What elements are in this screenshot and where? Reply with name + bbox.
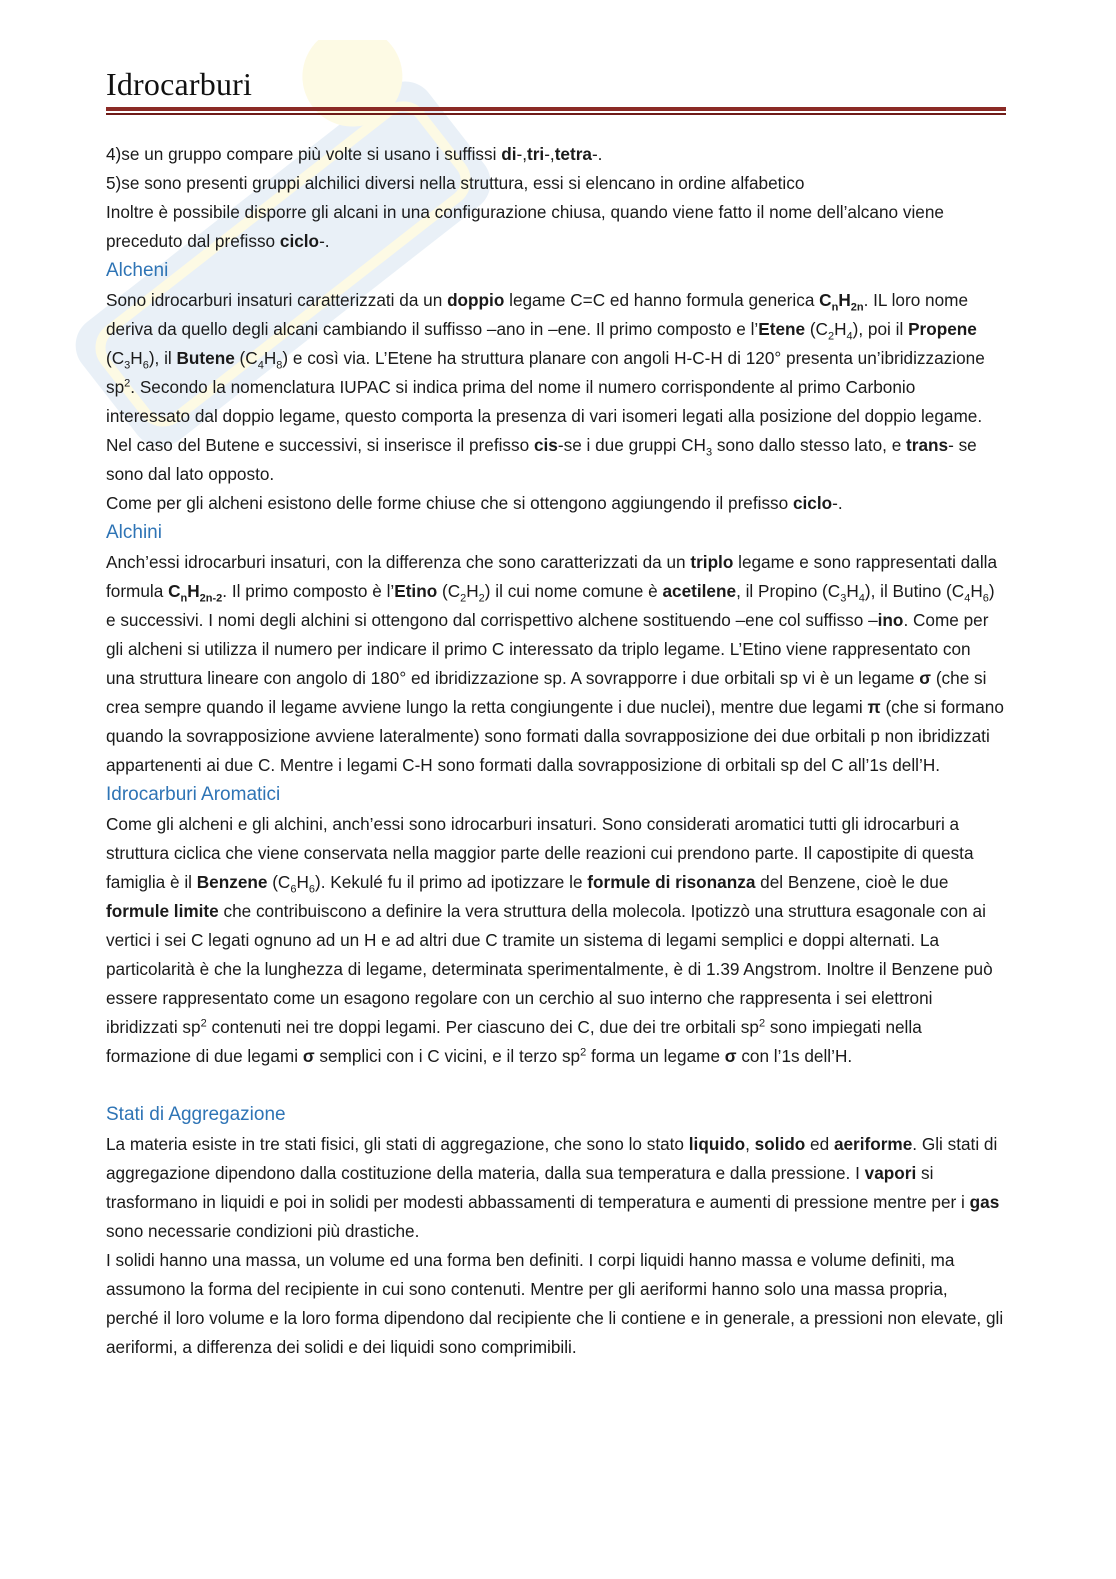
section-heading: Alcheni bbox=[106, 260, 169, 281]
paragraph: Sono idrocarburi insaturi caratterizzati da un doppio legame C=C ed hanno formula generica $C_nH_{2n}$. IL loro nome deriva da quello degli alcani cambiando il suffisso –ano in –ene. Il primo composto e l’Etene $(C_2H_4)$, poi il Propene $(C_3H_6)$, il Butene $(C_4H_8)$ e così via. L’Etene ha struttura planare con angoli H-C-H di 120° presenta un’ibridizzazione $sp^2$. Secondo la nomenclatura IUPAC si indica prima del nome il numero corrispondente al primo Carbonio interessato dal doppio legame, questo comporta la presenza di vari isomeri legati alla posizione del doppio legame. Nel caso del Butene e successivi, si inserisce il prefisso cis-se i due gruppi $CH_3$ sono dallo stesso lato, e trans- se sono dal lato opposto. bbox=[106, 290, 985, 484]
header-rule-thin bbox=[106, 113, 1006, 115]
paragraph: 4)se un gruppo compare più volte si usano i suffissi di-,tri-,tetra-. bbox=[106, 144, 603, 164]
page-title: Idrocarburi bbox=[106, 66, 253, 102]
section-heading: Stati di Aggregazione bbox=[106, 1104, 286, 1125]
paragraph: 5)se sono presenti gruppi alchilici diversi nella struttura, essi si elencano in ordine alfabetico bbox=[106, 173, 805, 193]
document-body bbox=[106, 140, 1004, 1362]
section-heading: Idrocarburi Aromatici bbox=[106, 784, 281, 805]
section-heading: Alchini bbox=[106, 522, 162, 543]
header-rule-thick bbox=[106, 107, 1006, 111]
page-header bbox=[106, 66, 1006, 103]
header-rule bbox=[106, 107, 1006, 115]
paragraph: Anch’essi idrocarburi insaturi, con la differenza che sono caratterizzati da un triplo legame e sono rappresentati dalla formula $C_nH_{2n-2}$. Il primo composto è l’Etino $(C_2H_2)$ il cui nome comune è acetilene, il Propino $(C_3H_4)$, il Butino $(C_4H_6)$ e successivi. I nomi degli alchini si ottengono dal corrispettivo alchene sostituendo –ene col suffisso –ino. Come per gli alcheni si utilizza il numero per indicare il primo C interessato da triplo legame. L’Etino viene rappresentato con una struttura lineare con angolo di 180° ed ibridizzazione sp. A sovrapporre i due orbitali sp vi è un legame σ (che si crea sempre quando il legame avviene lungo la retta congiungente i due nuclei), mentre due legami π (che si formano quando la sovrapposizione avviene lateralmente) sono formati dalla sovrapposizione dei due orbitali p non ibridizzati appartenenti ai due C. Mentre i legami C-H sono formati dalla sovrapposizione di orbitali sp del C all’1s dell’H. bbox=[106, 552, 1004, 775]
paragraph: La materia esiste in tre stati fisici, gli stati di aggregazione, che sono lo stato liquido, solido ed aeriforme. Gli stati di aggregazione dipendono dalla costituzione della materia, dalla sua temperatura e dalla pressione. I vapori si trasformano in liquidi e poi in solidi per modesti abbassamenti di temperatura e aumenti di pressione mentre per i gas sono necessarie condizioni più drastiche. bbox=[106, 1134, 1000, 1241]
paragraph: Come gli alcheni e gli alchini, anch’essi sono idrocarburi insaturi. Sono considerati aromatici tutti gli idrocarburi a struttura ciclica che viene conservata nella maggior parte delle reazioni cui prendono parte. Il capostipite di questa famiglia è il Benzene $(C_6H_6)$. Kekulé fu il primo ad ipotizzare le formule di risonanza del Benzene, cioè le due formule limite che contribuiscono a definire la vera struttura della molecola. Ipotizzò una struttura esagonale con ai vertici i sei C legati ognuno ad un H e ad altri due C tramite un sistema di legami semplici e doppi alternati. La particolarità è che la lunghezza di legame, determinata sperimentalmente, è di 1.39 Angstrom. Inoltre il Benzene può essere rappresentato come un esagono regolare con un cerchio al suo interno che rappresenta i sei elettroni ibridizzati $sp^2$ contenuti nei tre doppi legami. Per ciascuno dei C, due dei tre orbitali $sp^2$ sono impiegati nella formazione di due legami σ semplici con i C vicini, e il terzo $sp^2$ forma un legame σ con l’1s dell’H. bbox=[106, 814, 993, 1066]
paragraph: Come per gli alcheni esistono delle forme chiuse che si ottengono aggiungendo il prefisso ciclo-. bbox=[106, 493, 843, 513]
paragraph: Inoltre è possibile disporre gli alcani in una configurazione chiusa, quando viene fatto il nome dell’alcano viene preceduto dal prefisso ciclo-. bbox=[106, 202, 944, 251]
spacer bbox=[106, 1071, 1004, 1100]
paragraph: I solidi hanno una massa, un volume ed una forma ben definiti. I corpi liquidi hanno massa e volume definiti, ma assumono la forma del recipiente in cui sono contenuti. Mentre per gli aeriformi hanno solo una massa propria, perché il loro volume e la loro forma dipendono dal recipiente che li contiene e in generale, a pressioni non elevate, gli aeriformi, a differenza dei solidi e dei liquidi sono comprimibili. bbox=[106, 1250, 1004, 1357]
